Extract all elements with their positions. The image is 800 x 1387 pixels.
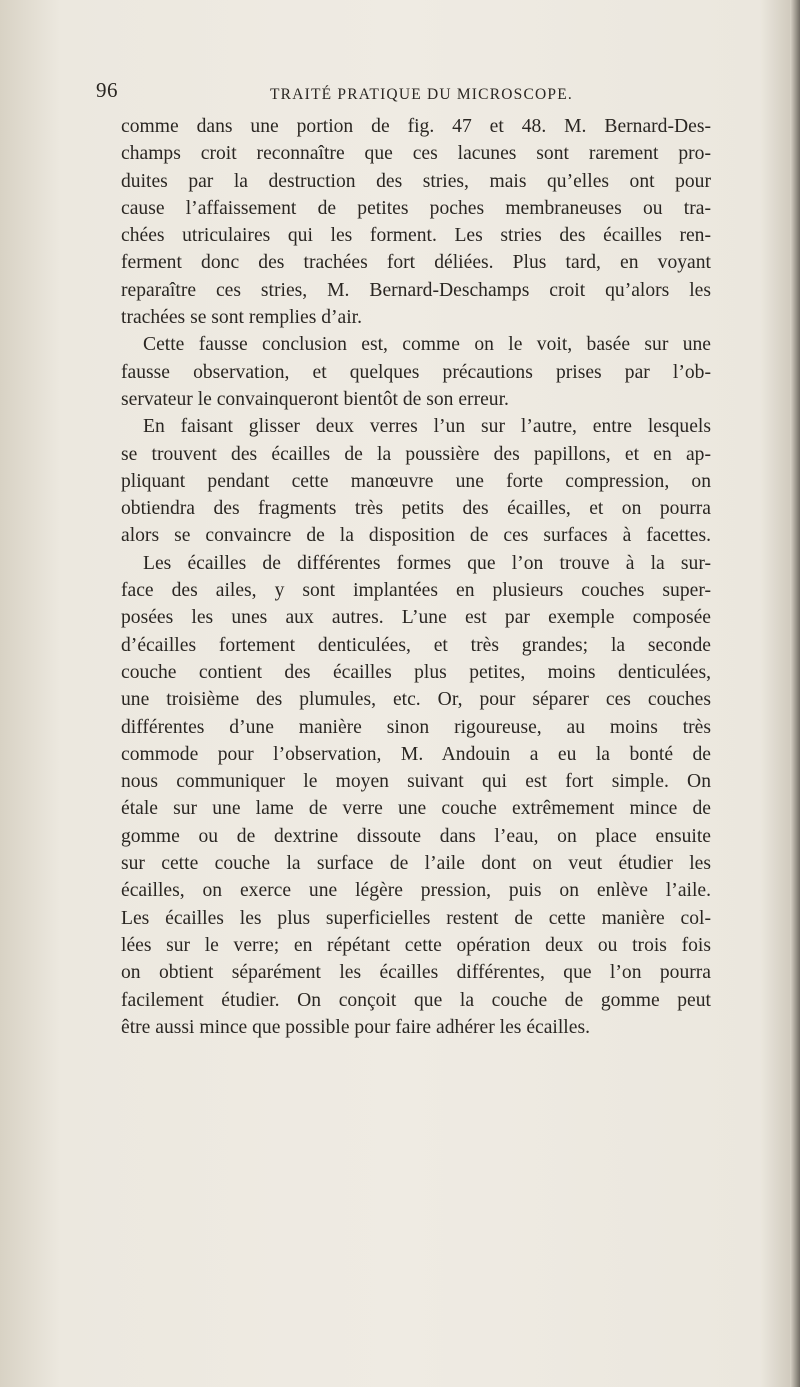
page-header <box>96 78 706 108</box>
text-line: être aussi mince que possible pour faire adhérer les écailles. <box>121 1016 590 1038</box>
text-line: pliquant pendant cette manœuvre une forte compression, on <box>121 470 711 492</box>
text-line: servateur le convainqueront bientôt de son erreur. <box>121 388 509 410</box>
text-line: obtiendra des fragments très petits des écailles, et on pourra <box>121 498 711 520</box>
text-line: ferment donc des trachées fort déliées. Plus tard, en voyant <box>121 252 711 274</box>
text-line: reparaître ces stries, M. Bernard-Deschamps croit qu’alors les <box>121 279 711 301</box>
text-line: une troisième des plumules, etc. Or, pour séparer ces couches <box>121 689 711 711</box>
text-line: gomme ou de dextrine dissoute dans l’eau, on place ensuite <box>121 825 711 847</box>
body-text <box>121 113 711 1041</box>
text-line: cause l’affaissement de petites poches membraneuses ou tra- <box>121 197 711 219</box>
text-line: En faisant glisser deux verres l’un sur l’autre, entre lesquels <box>143 416 711 438</box>
page-number: 96 <box>96 78 118 102</box>
text-line: chées utriculaires qui les forment. Les stries des écailles ren- <box>121 225 711 247</box>
text-line: Les écailles les plus superficielles restent de cette manière col- <box>121 907 711 929</box>
text-line: comme dans une portion de fig. 47 et 48. M. Bernard-Des- <box>121 116 711 137</box>
text-line: posées les unes aux autres. L’une est par exemple composée <box>121 607 711 629</box>
text-line: différentes d’une manière sinon rigoureuse, au moins très <box>121 716 711 738</box>
text-line: trachées se sont remplies d’air. <box>121 307 363 329</box>
text-line: commode pour l’observation, M. Andouin a eu la bonté de <box>121 743 711 765</box>
text-line: Cette fausse conclusion est, comme on le voit, basée sur une <box>143 334 711 356</box>
text-line: sur cette couche la surface de l’aile dont on veut étudier les <box>121 853 711 875</box>
text-line: couche contient des écailles plus petites, moins denticulées, <box>121 661 711 683</box>
text-line: d’écailles fortement denticulées, et très grandes; la seconde <box>121 634 711 656</box>
page-edge <box>790 0 800 1387</box>
text-line: Les écailles de différentes formes que l’on trouve à la sur- <box>143 552 711 574</box>
text-line: lées sur le verre; en répétant cette opération deux ou trois fois <box>121 934 711 956</box>
text-line: fausse observation, et quelques précautions prises par l’ob- <box>121 361 711 383</box>
text-line: face des ailes, y sont implantées en plusieurs couches super- <box>121 580 711 602</box>
text-line: se trouvent des écailles de la poussière des papillons, et en ap- <box>121 443 711 465</box>
text-line: alors se convaincre de la disposition de ces surfaces à facettes. <box>121 525 711 547</box>
text-line: facilement étudier. On conçoit que la couche de gomme peut <box>121 989 711 1011</box>
text-line: champs croit reconnaître que ces lacunes sont rarement pro- <box>121 143 711 165</box>
text-line: étale sur une lame de verre une couche extrêmement mince de <box>121 798 711 820</box>
text-line: on obtient séparément les écailles différentes, que l’on pourra <box>121 962 711 984</box>
running-title: TRAITÉ PRATIQUE DU MICROSCOPE. <box>270 86 573 103</box>
text-line: nous communiquer le moyen suivant qui est fort simple. On <box>121 771 711 793</box>
text-line: écailles, on exerce une légère pression, puis on enlève l’aile. <box>121 880 711 902</box>
text-line: duites par la destruction des stries, mais qu’elles ont pour <box>121 170 711 192</box>
